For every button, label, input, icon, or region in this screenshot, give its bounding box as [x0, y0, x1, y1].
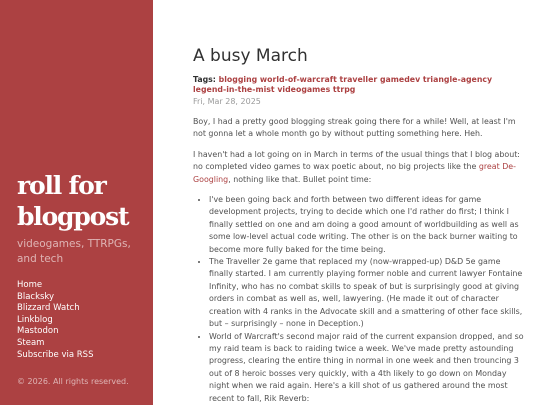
post-date: Fri, Mar 28, 2025: [193, 97, 261, 106]
list-item: • The Traveller 2e game that replaced my (now-wrapped-up) D&D 5e game finally started. I am currently playing former noble and current lawyer Fontaine Infinity, who has no combat skills to speak of but is surprisingly good at giving orders in combat as well as, well, lawyering. (He made it out of character creation with 4 ranks in the Advocate skill and a smattering of other face skills, but – surprisingly – none in Deception.): [209, 256, 525, 330]
main-content: [193, 0, 525, 405]
site-tagline: videogames, TTRPGs, and tech: [17, 238, 131, 265]
list-item: • World of Warcraft's second major raid of the current expansion dropped, and so my raid team is back to raiding twice a week. We've made pretty astounding progress, clearing the entire thing in normal in one week and then trouncing 3 out of 8 heroic bosses very quickly, with a 4th likely to go down on Monday night when we raid again. Here's a kill shot of us gathered around the most recent to fall, Rik Reverb:: [209, 331, 525, 405]
copyright: © 2026. All rights reserved.: [17, 377, 129, 386]
nav-link-rss[interactable]: Subscribe via RSS: [17, 349, 94, 360]
nav-link-linkblog[interactable]: Linkblog: [17, 314, 53, 325]
site-title[interactable]: [17, 170, 147, 232]
list-item: • I've been going back and forth between two different ideas for game development projects, trying to decide which one I'd rather do first; I think I finally settled on one and am doing a good amount of worldbuilding as well as some low-level actual code writing. The other is on the back burner waiting to become more fully baked for the time being.: [209, 194, 525, 256]
paragraph-summary-text-1: I haven't had a lot going on in March in terms of the usual things that I blog about: no completed video games to wax poetic about, no big projects like the: [193, 149, 520, 172]
sidebar: [0, 0, 153, 405]
paragraph-summary-text-2: , nothing like that. Bullet point time:: [228, 174, 372, 184]
great-de-googling-link[interactable]: great De-Googling: [193, 162, 516, 184]
post-title: A busy March: [193, 46, 308, 66]
nav-link-blacksky[interactable]: Blacksky: [17, 291, 55, 302]
site-title-line1[interactable]: roll for: [17, 171, 106, 200]
post-tags: [193, 75, 503, 95]
nav-link-steam[interactable]: Steam: [17, 337, 45, 348]
tags-label: Tags:: [193, 75, 216, 84]
site-title-line2[interactable]: blogpost: [17, 202, 129, 231]
paragraph-summary: [193, 149, 525, 186]
sidebar-nav: [17, 280, 93, 361]
nav-link-mastodon[interactable]: Mastodon: [17, 326, 59, 337]
post-body: [193, 116, 525, 405]
tag-links[interactable]: blogging world-of-warcraft traveller gamedev triangle-agency legend-in-the-mist videogames ttrpg: [193, 75, 493, 94]
nav-link-blizzard-watch[interactable]: Blizzard Watch: [17, 303, 80, 314]
nav-link-home[interactable]: Home: [17, 280, 43, 290]
paragraph-intro: Boy, I had a pretty good blogging streak going there for a while! Well, at least I'm not gonna let a whole month go by without putting something here. Heh.: [193, 117, 516, 139]
bullet-list: [193, 194, 525, 405]
